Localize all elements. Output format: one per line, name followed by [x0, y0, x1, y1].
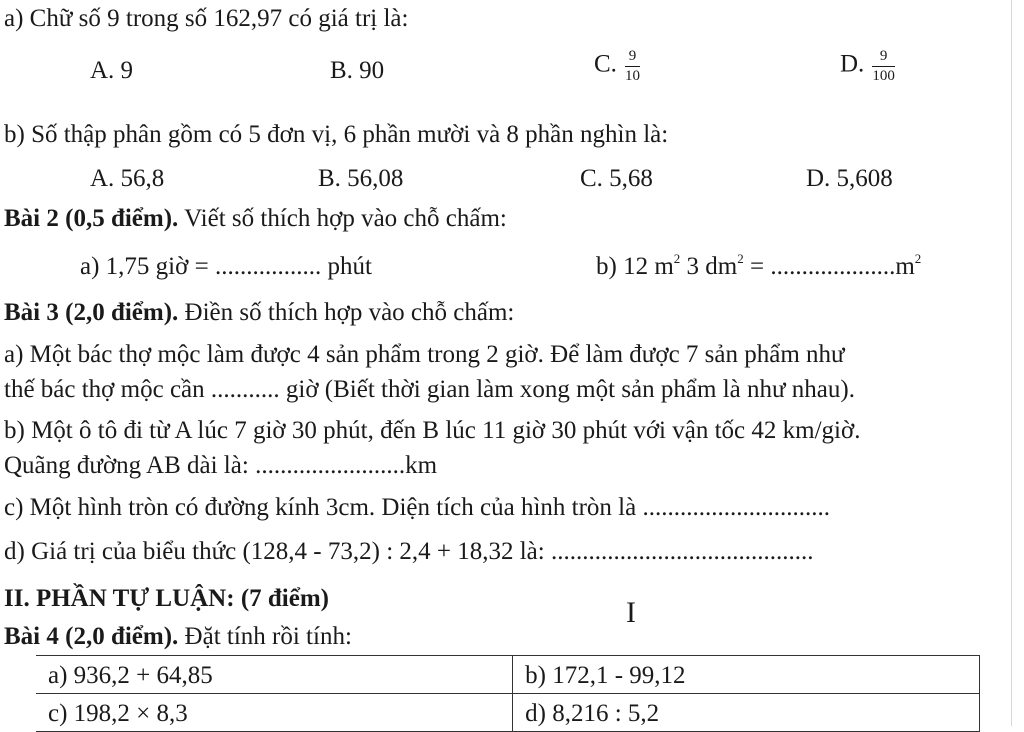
- answer-blank[interactable]: .................: [214, 253, 322, 280]
- exercise-4-heading: [4, 624, 352, 649]
- exercise-3d-text: d) Giá trị của biểu thức (128,4 - 73,2) : 2,4 + 18,32 là:: [4, 538, 551, 565]
- superscript: 2: [737, 251, 744, 266]
- q1a-option-d-label: D.: [840, 50, 865, 78]
- fraction-9-100: [872, 48, 895, 84]
- q1a-option-c: [594, 48, 640, 84]
- q1a-option-d: [840, 48, 895, 84]
- fraction-9-10: [625, 48, 640, 84]
- q1b-option-c: C. 5,68: [580, 165, 653, 192]
- exercise-3c: [4, 495, 830, 520]
- exercise-2a-unit: phút: [321, 253, 372, 280]
- table-row: [36, 656, 980, 694]
- fraction-numerator: 9: [625, 48, 640, 67]
- question-1a: a) Chữ số 9 trong số 162,97 có giá trị là:: [4, 5, 409, 32]
- exercise-2b-unit: m: [895, 253, 915, 280]
- exercise-2b: [596, 251, 922, 280]
- exercise-3b-unit: km: [405, 452, 438, 479]
- page-edge-rule: [1011, 0, 1012, 726]
- answer-blank[interactable]: ..............................: [642, 494, 830, 521]
- answer-blank[interactable]: ..........................................: [550, 538, 814, 565]
- equals-sign: =: [743, 253, 771, 280]
- exercise-3-instruction: Điền số thích hợp vào chỗ chấm:: [184, 299, 515, 326]
- q1b-option-b: B. 56,08: [318, 165, 404, 192]
- answer-blank[interactable]: ....................: [770, 253, 896, 280]
- table-cell: c) 198,2 × 8,3: [36, 694, 513, 732]
- q1a-option-a: A. 9: [90, 57, 134, 84]
- fraction-denominator: 10: [624, 67, 640, 84]
- q1a-option-b: B. 90: [330, 57, 385, 84]
- answer-blank[interactable]: ........................: [255, 452, 406, 479]
- question-1b: b) Số thập phân gồm có 5 đơn vị, 6 phần mười và 8 phần nghìn là:: [4, 121, 669, 148]
- exercise-3c-text: c) Một hình tròn có đường kính 3cm. Diện tích của hình tròn là: [4, 494, 643, 521]
- exercise-3b-line2: [4, 453, 437, 478]
- exercise-4-title: Bài 4 (2,0 điểm).: [4, 623, 179, 650]
- exercise-2a: [80, 254, 372, 279]
- exercise-3a-line1: a) Một bác thợ mộc làm được 4 sản phẩm trong 2 giờ. Để làm được 7 sản phẩm như: [4, 341, 845, 368]
- part-2-title: II. PHẦN TỰ LUẬN: (7 điểm): [4, 585, 329, 612]
- exercise-3b-prefix: Quãng đường AB dài là:: [4, 452, 256, 479]
- superscript: 2: [673, 251, 681, 266]
- exercise-3b-line1: b) Một ô tô đi từ A lúc 7 giờ 30 phút, đến B lúc 11 giờ 30 phút với vận tốc 42 km/giờ.: [4, 417, 861, 444]
- exercise-2b-prefix: b) 12 m: [596, 253, 674, 280]
- exercise-3-title: Bài 3 (2,0 điểm).: [4, 299, 179, 326]
- table-cell: a) 936,2 + 64,85: [36, 656, 513, 694]
- superscript: 2: [914, 251, 922, 266]
- q1a-option-c-label: C.: [594, 50, 617, 78]
- exercise-2a-prefix: a) 1,75 giờ =: [80, 253, 215, 280]
- fraction-numerator: 9: [872, 48, 895, 67]
- exercise-3d: [4, 539, 813, 564]
- calculation-table: [36, 655, 980, 732]
- exercise-3-heading: [4, 300, 514, 325]
- exercise-2b-mid: 3 dm: [680, 253, 738, 280]
- exercise-4-instruction: Đặt tính rồi tính:: [184, 623, 352, 650]
- exercise-2-title: Bài 2 (0,5 điểm).: [4, 205, 179, 232]
- exercise-2-instruction: Viết số thích hợp vào chỗ chấm:: [184, 205, 507, 232]
- exercise-3a-line2: thế bác thợ mộc cần ........... giờ (Biết thời gian làm xong một sản phẩm là như nhau).: [4, 376, 855, 403]
- q1b-option-a: A. 56,8: [90, 165, 165, 192]
- fraction-denominator: 100: [872, 67, 895, 84]
- table-cell: b) 172,1 - 99,12: [513, 656, 980, 694]
- q1b-option-d: D. 5,608: [806, 165, 893, 192]
- text-cursor-icon: I: [626, 596, 636, 629]
- exercise-2-heading: [4, 206, 507, 231]
- table-cell: d) 8,216 : 5,2: [513, 694, 980, 732]
